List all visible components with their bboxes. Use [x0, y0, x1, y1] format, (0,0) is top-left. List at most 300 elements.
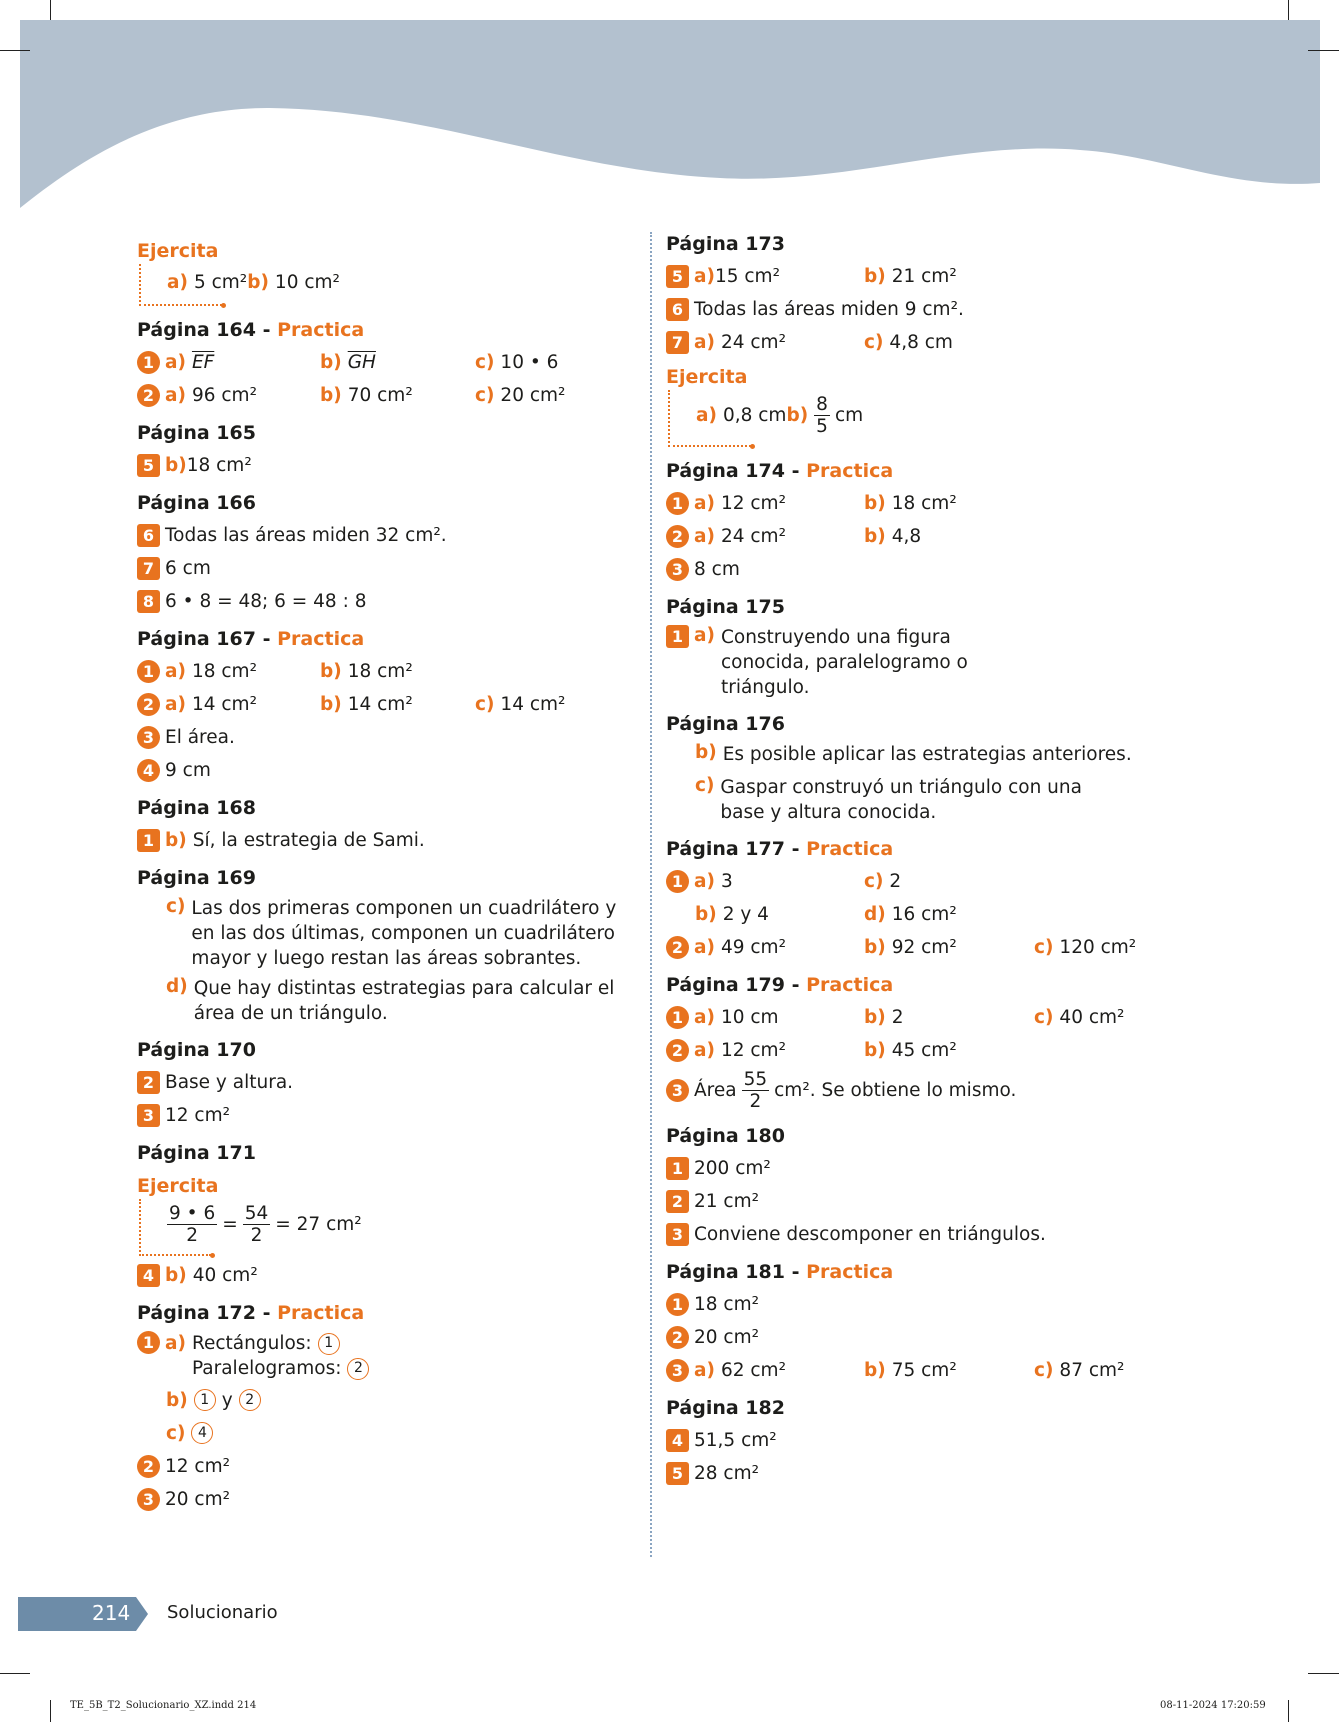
answer-text: 12 cm²	[720, 492, 786, 514]
exercise-number-badge: 2	[666, 1326, 689, 1349]
answer-row	[137, 976, 637, 1026]
answer-text: $\overline{EF}$	[191, 351, 215, 373]
answer-text: Todas las áreas miden 9 cm².	[694, 298, 964, 320]
item-letter: a)	[694, 870, 715, 892]
answer-cell	[786, 394, 863, 437]
answer-text: 21 cm²	[891, 265, 957, 287]
answer-cell	[695, 904, 864, 925]
ejercita-box	[139, 264, 340, 306]
exercise-number-badge: 2	[137, 1071, 160, 1094]
practica-label: Practica	[277, 628, 365, 650]
column-divider	[650, 232, 652, 1557]
answer-row	[137, 1485, 637, 1513]
item-letter: b)	[165, 454, 187, 476]
answer-cell	[694, 1007, 864, 1028]
print-slug-file: TE_5B_T2_Solucionario_XZ.indd 214	[70, 1700, 257, 1711]
answer-text: Página 174	[666, 460, 785, 482]
answer-row	[666, 1323, 1186, 1351]
left-column	[137, 230, 637, 1518]
answer-row	[666, 1426, 1186, 1454]
answer-text: Es posible aplicar las estrategias anteriores.	[722, 744, 1132, 765]
item-letter: b)	[864, 265, 886, 287]
exercise-number-badge: 3	[666, 1079, 689, 1102]
item-letter: c)	[475, 351, 495, 373]
item-letter: a)	[694, 936, 715, 958]
answer-cell	[320, 352, 475, 373]
exercise-number-badge: 6	[137, 524, 160, 547]
crop-mark	[50, 0, 51, 20]
item-letter: c)	[864, 331, 884, 353]
answer-text: 4,8	[891, 525, 922, 547]
item-letter: a)	[694, 265, 715, 287]
answer-row	[137, 451, 637, 479]
page-heading: Página 169	[137, 867, 256, 889]
answer-text: -	[784, 974, 807, 996]
item-letter: c)	[166, 1422, 186, 1444]
answer-row	[137, 348, 637, 376]
answer-cell	[694, 332, 864, 353]
answer-text: 92 cm²	[891, 936, 957, 958]
practica-label: Practica	[277, 1302, 365, 1324]
answer-text: El área.	[165, 726, 235, 748]
fraction	[742, 1069, 770, 1112]
item-letter: a)	[696, 405, 717, 426]
answer-text: 18 cm²	[347, 660, 413, 682]
answer-cell	[247, 272, 340, 293]
item-letter: c)	[475, 693, 495, 715]
answer-row	[666, 1036, 1186, 1064]
crop-mark	[50, 1700, 51, 1722]
item-letter: c)	[475, 384, 495, 406]
answer-text: 4,8 cm	[889, 331, 953, 353]
answer-text: 49 cm²	[720, 936, 786, 958]
answer-text: 2	[889, 870, 902, 892]
answer-row	[137, 1452, 637, 1480]
item-letter: a)	[694, 525, 715, 547]
fraction-numerator: 8	[816, 394, 828, 415]
answer-row	[137, 723, 637, 751]
answer-text: cm	[834, 405, 864, 426]
page-heading: Página 173	[666, 233, 785, 255]
answer-text: 20 cm²	[165, 1488, 231, 1510]
exercise-number-badge: 3	[137, 1104, 160, 1127]
ejercita-label: Ejercita	[137, 240, 219, 262]
answer-text: 24 cm²	[720, 331, 786, 353]
answer-text: 18 cm²	[191, 660, 257, 682]
answer-row	[666, 1003, 1186, 1031]
exercise-number-badge: 8	[137, 590, 160, 613]
circled-figure-number: 4	[191, 1422, 213, 1444]
fraction-numerator: 9 • 6	[169, 1203, 216, 1224]
crop-mark	[1288, 0, 1289, 20]
answer-text: cm². Se obtiene lo mismo.	[774, 1080, 1017, 1101]
item-letter: b)	[695, 742, 717, 763]
answer-cell	[864, 266, 957, 287]
answer-cell	[864, 871, 901, 892]
answer-cell	[165, 385, 320, 406]
answer-cell	[167, 272, 247, 293]
answer-text: Sí, la estrategia de Sami.	[192, 829, 425, 851]
page-heading	[666, 837, 1186, 861]
exercise-number-badge: 1	[666, 1006, 689, 1029]
answer-row	[666, 555, 1186, 583]
answer-row	[666, 933, 1186, 961]
answer-cell	[192, 1331, 369, 1381]
fraction-denominator: 2	[250, 1225, 263, 1246]
answer-text: 21 cm²	[694, 1190, 760, 1212]
answer-cell	[696, 405, 786, 426]
answer-text: 20 cm²	[500, 384, 566, 406]
exercise-number-badge: 3	[666, 1223, 689, 1246]
answer-cell	[1034, 1360, 1124, 1381]
answer-cell	[1034, 1007, 1124, 1028]
item-letter: a)	[165, 693, 186, 715]
answer-cell	[165, 352, 320, 373]
page-heading: Página 182	[666, 1397, 785, 1419]
fraction-denominator: 2	[186, 1225, 198, 1246]
circled-figure-number: 2	[347, 1358, 369, 1380]
circled-figure-number: 2	[239, 1389, 261, 1411]
item-letter: b)	[165, 829, 187, 851]
fraction	[167, 1203, 217, 1246]
crop-mark	[1308, 50, 1339, 51]
ejercita-box	[668, 390, 864, 447]
answer-text: Área	[694, 1080, 737, 1101]
answer-cell	[165, 694, 320, 715]
answer-row	[137, 1386, 637, 1414]
page-heading	[666, 973, 1186, 997]
answer-cell	[694, 871, 864, 892]
answer-cell	[864, 904, 957, 925]
answer-row	[666, 522, 1186, 550]
answer-text: 51,5 cm²	[694, 1429, 777, 1451]
item-letter: b)	[786, 405, 809, 426]
answer-text: 18 cm²	[891, 492, 957, 514]
right-column	[666, 230, 1186, 1492]
page-heading: Página 170	[137, 1039, 256, 1061]
answer-row	[137, 756, 637, 784]
print-slug-date: 08-11-2024 17:20:59	[1160, 1700, 1266, 1711]
answer-text: 28 cm²	[694, 1462, 760, 1484]
answer-text: 16 cm²	[891, 903, 957, 925]
practica-label: Practica	[806, 974, 894, 996]
page-heading	[666, 459, 1186, 483]
ejercita-label: Ejercita	[137, 1175, 219, 1197]
answer-text: Gaspar construyó un triángulo con una base y altura conocida.	[720, 777, 1082, 823]
fraction-numerator: 54	[244, 1203, 269, 1224]
item-letter: a)	[165, 384, 186, 406]
exercise-number-badge: 5	[137, 454, 160, 477]
answer-text: 12 cm²	[165, 1104, 231, 1126]
page-heading: Página 168	[137, 797, 256, 819]
answer-text: 40 cm²	[1059, 1006, 1125, 1028]
answer-cell	[864, 526, 921, 547]
answer-row	[666, 1187, 1186, 1215]
answer-row	[137, 381, 637, 409]
answer-text: Que hay distintas estrategias para calcular el área de un triángulo.	[193, 978, 615, 1024]
item-letter: c)	[1034, 1006, 1054, 1028]
answer-text: 8 cm	[694, 558, 740, 580]
answer-text: 14 cm²	[500, 693, 566, 715]
item-letter: b)	[864, 1006, 886, 1028]
practica-label: Practica	[806, 1261, 894, 1283]
exercise-number-badge: 4	[137, 1264, 160, 1287]
answer-text: 70 cm²	[347, 384, 413, 406]
answer-row	[137, 896, 637, 971]
answer-text: 120 cm²	[1059, 936, 1137, 958]
answer-text: Página 181	[666, 1261, 785, 1283]
ejercita-label: Ejercita	[666, 366, 748, 388]
answer-row	[666, 900, 1186, 928]
item-letter: b)	[695, 903, 717, 925]
exercise-number-badge: 1	[666, 625, 689, 648]
answer-text: Página 164	[137, 319, 256, 341]
exercise-number-badge: 2	[666, 525, 689, 548]
answer-row	[666, 1154, 1186, 1182]
practica-label: Practica	[277, 319, 365, 341]
answer-cell	[475, 352, 558, 373]
answer-text: Página 177	[666, 838, 785, 860]
exercise-number-badge: 2	[137, 693, 160, 716]
answer-cell	[864, 1040, 957, 1061]
answer-text: 15 cm²	[714, 265, 780, 287]
answer-row	[137, 1261, 637, 1289]
answer-text: Las dos primeras componen un cuadrilátero y en las dos últimas, componen un cuadrilátero mayor y luego restan las áreas sobrantes.	[191, 898, 617, 969]
exercise-number-badge: 3	[137, 1488, 160, 1511]
answer-text: Página 167	[137, 628, 256, 650]
section-label: Solucionario	[167, 1602, 278, 1623]
item-letter: a)	[694, 331, 715, 353]
answer-row	[666, 1069, 1186, 1112]
practica-label: Practica	[806, 460, 894, 482]
exercise-number-badge: 3	[137, 726, 160, 749]
item-letter: a)	[694, 625, 715, 646]
item-letter: c)	[695, 775, 715, 796]
answer-row	[666, 295, 1186, 323]
answer-text: Conviene descomponer en triángulos.	[694, 1223, 1046, 1245]
fraction-denominator: 5	[816, 416, 828, 437]
answer-text: 10 cm²	[274, 271, 340, 293]
answer-text: 12 cm²	[720, 1039, 786, 1061]
exercise-number-badge: 2	[137, 384, 160, 407]
answer-text: 200 cm²	[694, 1157, 771, 1179]
answer-text: -	[255, 319, 278, 341]
item-letter: b)	[864, 1359, 886, 1381]
item-letter: b)	[320, 693, 342, 715]
answer-row	[666, 262, 1186, 290]
answer-text: 14 cm²	[347, 693, 413, 715]
page-heading	[137, 318, 637, 342]
answer-row	[666, 742, 1186, 770]
answer-row	[137, 826, 637, 854]
answer-text: $\overline{GH}$	[347, 351, 376, 373]
item-letter: a)	[694, 1039, 715, 1061]
answer-row	[666, 867, 1186, 895]
exercise-number-badge: 1	[666, 1157, 689, 1180]
exercise-number-badge: 1	[666, 1293, 689, 1316]
fraction	[814, 394, 830, 437]
page-heading: Página 165	[137, 422, 256, 444]
answer-text: 5 cm²	[193, 271, 248, 293]
answer-text: 0,8 cm	[722, 405, 787, 426]
item-letter: a)	[165, 660, 186, 682]
exercise-number-badge: 6	[666, 298, 689, 321]
answer-text: 75 cm²	[891, 1359, 957, 1381]
answer-cell	[320, 661, 413, 682]
answer-text: 3	[720, 870, 733, 892]
answer-row	[666, 1290, 1186, 1318]
answer-cell	[694, 493, 864, 514]
answer-text: 12 cm²	[165, 1455, 231, 1477]
answer-cell	[864, 493, 957, 514]
crop-mark	[0, 1673, 30, 1674]
exercise-number-badge: 3	[666, 558, 689, 581]
circled-figure-number: 1	[194, 1389, 216, 1411]
answer-text: 96 cm²	[191, 384, 257, 406]
answer-row	[137, 554, 637, 582]
exercise-number-badge: 1	[666, 492, 689, 515]
answer-cell	[864, 1007, 1034, 1028]
exercise-number-badge: 1	[666, 870, 689, 893]
exercise-number-badge: 4	[137, 759, 160, 782]
answer-text: =	[222, 1214, 238, 1235]
answer-text: 6 • 8 = 48; 6 = 48 : 8	[165, 590, 367, 612]
answer-text: 10 cm	[720, 1006, 779, 1028]
answer-cell	[694, 937, 864, 958]
exercise-number-badge: 3	[666, 1359, 689, 1382]
answer-text: Página 172	[137, 1302, 256, 1324]
answer-text: Base y altura.	[165, 1071, 294, 1093]
item-letter: a)	[165, 351, 186, 373]
exercise-number-badge: 2	[137, 1455, 160, 1478]
fraction-numerator: 55	[743, 1069, 768, 1090]
answer-cell	[864, 1360, 1034, 1381]
answer-text: 14 cm²	[191, 693, 257, 715]
answer-text: Rectángulos:	[191, 1333, 312, 1354]
answer-cell	[320, 385, 475, 406]
answer-text: Paralelogramos:	[191, 1358, 342, 1379]
answer-text: -	[784, 838, 807, 860]
answer-cell	[1034, 937, 1136, 958]
exercise-number-badge: 5	[666, 265, 689, 288]
answer-text: 24 cm²	[720, 525, 786, 547]
item-letter: b)	[320, 660, 342, 682]
answer-row	[137, 587, 637, 615]
answer-text: 18 cm²	[186, 454, 252, 476]
page-heading: Página 175	[666, 596, 785, 618]
item-letter: c)	[1034, 936, 1054, 958]
item-letter: b)	[864, 936, 886, 958]
answer-text: 45 cm²	[891, 1039, 957, 1061]
answer-row	[666, 775, 1186, 825]
page-heading	[137, 627, 637, 651]
answer-cell	[320, 694, 475, 715]
answer-text: 18 cm²	[694, 1293, 760, 1315]
answer-text: -	[784, 460, 807, 482]
item-letter: b)	[320, 384, 342, 406]
answer-text: = 27 cm²	[275, 1214, 362, 1235]
exercise-number-badge: 7	[137, 557, 160, 580]
item-letter: a)	[167, 271, 188, 293]
item-letter: b)	[320, 351, 342, 373]
answer-text: -	[784, 1261, 807, 1283]
answer-row	[137, 1331, 637, 1381]
answer-text: 20 cm²	[694, 1326, 760, 1348]
exercise-number-badge: 2	[666, 1039, 689, 1062]
item-letter: b)	[864, 525, 886, 547]
answer-text: 87 cm²	[1059, 1359, 1125, 1381]
item-letter: b)	[864, 1039, 886, 1061]
answer-text: 2 y 4	[722, 903, 769, 925]
item-letter: b)	[165, 1264, 187, 1286]
crop-mark	[1308, 1673, 1339, 1674]
answer-row	[137, 1068, 637, 1096]
exercise-number-badge: 5	[666, 1462, 689, 1485]
answer-cell	[694, 526, 864, 547]
header-banner	[0, 0, 1339, 230]
item-letter: a)	[165, 1333, 186, 1354]
item-letter: d)	[166, 976, 188, 997]
crop-mark	[1288, 1700, 1289, 1722]
answer-text: 10 • 6	[500, 351, 559, 373]
answer-text: Página 179	[666, 974, 785, 996]
answer-text: Todas las áreas miden 32 cm².	[165, 524, 447, 546]
fraction	[243, 1203, 271, 1246]
item-letter: b)	[247, 271, 269, 293]
answer-row	[666, 1459, 1186, 1487]
exercise-number-badge: 1	[137, 829, 160, 852]
answer-cell	[864, 937, 1034, 958]
exercise-number-badge: 1	[137, 351, 160, 374]
answer-row	[137, 521, 637, 549]
answer-row	[137, 657, 637, 685]
answer-row	[137, 1101, 637, 1129]
answer-row	[666, 625, 1186, 700]
answer-text: 6 cm	[165, 557, 211, 579]
item-letter: c)	[864, 870, 884, 892]
ejercita-box	[139, 1199, 362, 1256]
answer-text: y	[221, 1389, 233, 1411]
answer-row	[666, 328, 1186, 356]
page-heading: Página 166	[137, 492, 256, 514]
exercise-number-badge: 1	[137, 1331, 160, 1354]
exercise-number-badge: 2	[666, 936, 689, 959]
page-heading	[666, 1260, 1186, 1284]
answer-cell	[694, 266, 864, 287]
answer-cell	[694, 1360, 864, 1381]
answer-row	[666, 489, 1186, 517]
page-heading: Página 176	[666, 713, 785, 735]
answer-text: 62 cm²	[720, 1359, 786, 1381]
answer-text: 2	[891, 1006, 904, 1028]
item-letter: c)	[166, 896, 186, 917]
fraction-denominator: 2	[749, 1091, 762, 1112]
exercise-number-badge: 4	[666, 1429, 689, 1452]
crop-mark	[0, 50, 30, 51]
practica-label: Practica	[806, 838, 894, 860]
answer-cell	[475, 694, 565, 715]
answer-cell	[694, 1040, 864, 1061]
item-letter: b)	[864, 492, 886, 514]
item-letter: a)	[694, 1359, 715, 1381]
answer-text: Construyendo una figura conocida, paralelogramo o triángulo.	[720, 627, 968, 698]
answer-text: -	[255, 1302, 278, 1324]
answer-row	[666, 1356, 1186, 1384]
answer-text: 40 cm²	[192, 1264, 258, 1286]
item-letter: a)	[694, 1006, 715, 1028]
item-letter: b)	[166, 1389, 188, 1411]
answer-text: -	[255, 628, 278, 650]
